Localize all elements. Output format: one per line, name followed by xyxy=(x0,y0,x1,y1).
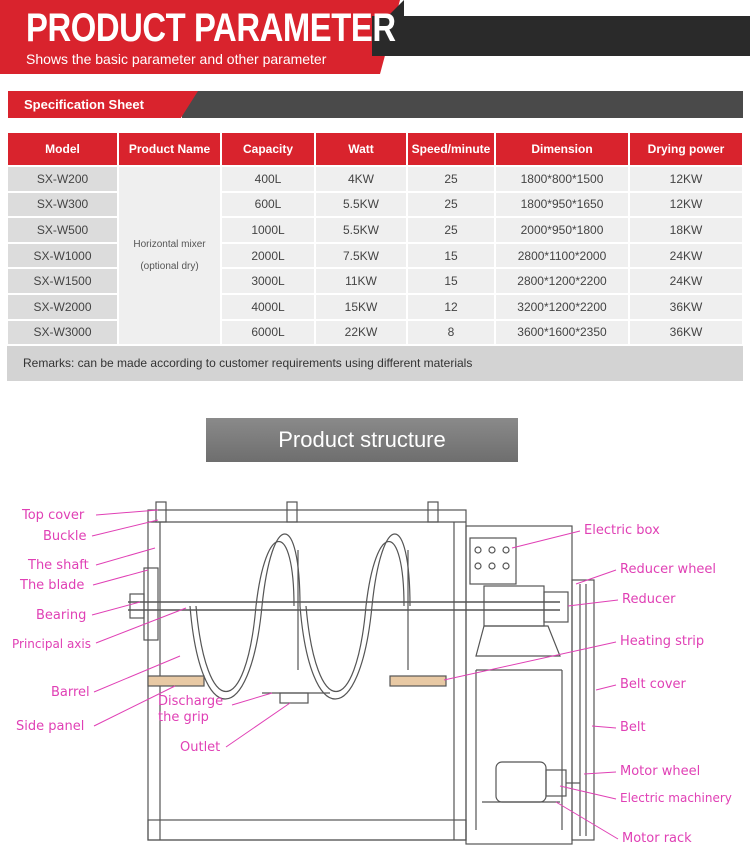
cell-speed: 15 xyxy=(407,268,495,294)
header-model: Model xyxy=(7,132,118,166)
banner-dark-strip xyxy=(372,16,750,56)
label-discharge: Discharge xyxy=(158,694,224,709)
cell-drying-power: 24KW xyxy=(629,243,743,269)
header-capacity: Capacity xyxy=(221,132,315,166)
label-electric-box: Electric box xyxy=(584,523,660,538)
cell-model: SX-W200 xyxy=(7,166,118,192)
label-bearing: Bearing xyxy=(36,608,87,623)
table-row xyxy=(7,243,743,269)
cell-dimension: 1800*950*1650 xyxy=(495,192,629,218)
label-principal-axis: Principal axis xyxy=(12,637,91,651)
cell-capacity: 6000L xyxy=(221,320,315,346)
cell-capacity: 4000L xyxy=(221,294,315,320)
cell-capacity: 3000L xyxy=(221,268,315,294)
label-buckle: Buckle xyxy=(43,529,87,544)
cell-dimension: 2000*950*1800 xyxy=(495,217,629,243)
table-row xyxy=(7,294,743,320)
structure-diagram xyxy=(0,490,750,864)
product-name-line2: (optional dry) xyxy=(140,260,199,272)
label-discharge-grip: the grip xyxy=(158,710,209,725)
table-header-row xyxy=(7,132,743,166)
spec-bar-dark xyxy=(182,91,743,118)
label-outlet: Outlet xyxy=(180,740,221,755)
cell-speed: 8 xyxy=(407,320,495,346)
cell-watt: 11KW xyxy=(315,268,407,294)
cell-model: SX-W3000 xyxy=(7,320,118,346)
cell-model: SX-W1000 xyxy=(7,243,118,269)
cell-watt: 22KW xyxy=(315,320,407,346)
spec-sheet-label: Specification Sheet xyxy=(24,97,144,112)
cell-drying-power: 12KW xyxy=(629,166,743,192)
header-product-name: Product Name xyxy=(118,132,221,166)
cell-capacity: 400L xyxy=(221,166,315,192)
label-the-blade: The blade xyxy=(20,578,85,593)
cell-speed: 25 xyxy=(407,217,495,243)
cell-drying-power: 12KW xyxy=(629,192,743,218)
cell-watt: 5.5KW xyxy=(315,192,407,218)
cell-capacity: 600L xyxy=(221,192,315,218)
spec-table xyxy=(7,132,743,345)
product-name-line1: Horizontal mixer xyxy=(133,238,206,250)
cell-watt: 4KW xyxy=(315,166,407,192)
cell-dimension: 3600*1600*2350 xyxy=(495,320,629,346)
table-row xyxy=(7,192,743,218)
table-row xyxy=(7,268,743,294)
label-side-panel: Side panel xyxy=(16,719,85,734)
cell-model: SX-W1500 xyxy=(7,268,118,294)
label-motor-wheel: Motor wheel xyxy=(620,764,701,779)
table-remarks: Remarks: can be made according to customer requirements using different materials xyxy=(7,346,743,381)
cell-drying-power: 18KW xyxy=(629,217,743,243)
label-electric-machinery: Electric machinery xyxy=(620,791,732,805)
table-row xyxy=(7,217,743,243)
label-reducer-wheel: Reducer wheel xyxy=(620,562,717,577)
cell-dimension: 2800*1100*2000 xyxy=(495,243,629,269)
cell-dimension: 2800*1200*2200 xyxy=(495,268,629,294)
header-banner xyxy=(0,0,750,74)
label-belt-cover: Belt cover xyxy=(620,677,686,692)
label-heating-strip: Heating strip xyxy=(620,634,705,649)
cell-watt: 7.5KW xyxy=(315,243,407,269)
header-speed: Speed/minute xyxy=(407,132,495,166)
page-title: PRODUCT PARAMETER xyxy=(26,6,396,50)
header-drying-power: Drying power xyxy=(629,132,743,166)
label-the-shaft: The shaft xyxy=(28,558,89,573)
cell-speed: 25 xyxy=(407,192,495,218)
page-subtitle: Shows the basic parameter and other parameter xyxy=(26,51,327,67)
cell-speed: 25 xyxy=(407,166,495,192)
table-row xyxy=(7,166,743,192)
cell-dimension: 1800*800*1500 xyxy=(495,166,629,192)
cell-model: SX-W500 xyxy=(7,217,118,243)
cell-model: SX-W2000 xyxy=(7,294,118,320)
cell-drying-power: 36KW xyxy=(629,320,743,346)
label-motor-rack: Motor rack xyxy=(622,831,692,846)
cell-dimension: 3200*1200*2200 xyxy=(495,294,629,320)
cell-drying-power: 24KW xyxy=(629,268,743,294)
label-reducer: Reducer xyxy=(622,592,676,607)
label-top-cover: Top cover xyxy=(22,508,85,523)
cell-drying-power: 36KW xyxy=(629,294,743,320)
cell-watt: 5.5KW xyxy=(315,217,407,243)
cell-speed: 12 xyxy=(407,294,495,320)
cell-capacity: 2000L xyxy=(221,243,315,269)
product-structure-heading: Product structure xyxy=(206,418,518,462)
cell-capacity: 1000L xyxy=(221,217,315,243)
header-dimension: Dimension xyxy=(495,132,629,166)
label-belt: Belt xyxy=(620,720,646,735)
cell-product-name xyxy=(118,166,221,345)
table-row xyxy=(7,320,743,346)
spec-sheet-bar xyxy=(8,91,743,118)
cell-model: SX-W300 xyxy=(7,192,118,218)
header-watt: Watt xyxy=(315,132,407,166)
label-barrel: Barrel xyxy=(51,685,90,700)
cell-speed: 15 xyxy=(407,243,495,269)
barrel-outline xyxy=(148,510,466,840)
cell-watt: 15KW xyxy=(315,294,407,320)
